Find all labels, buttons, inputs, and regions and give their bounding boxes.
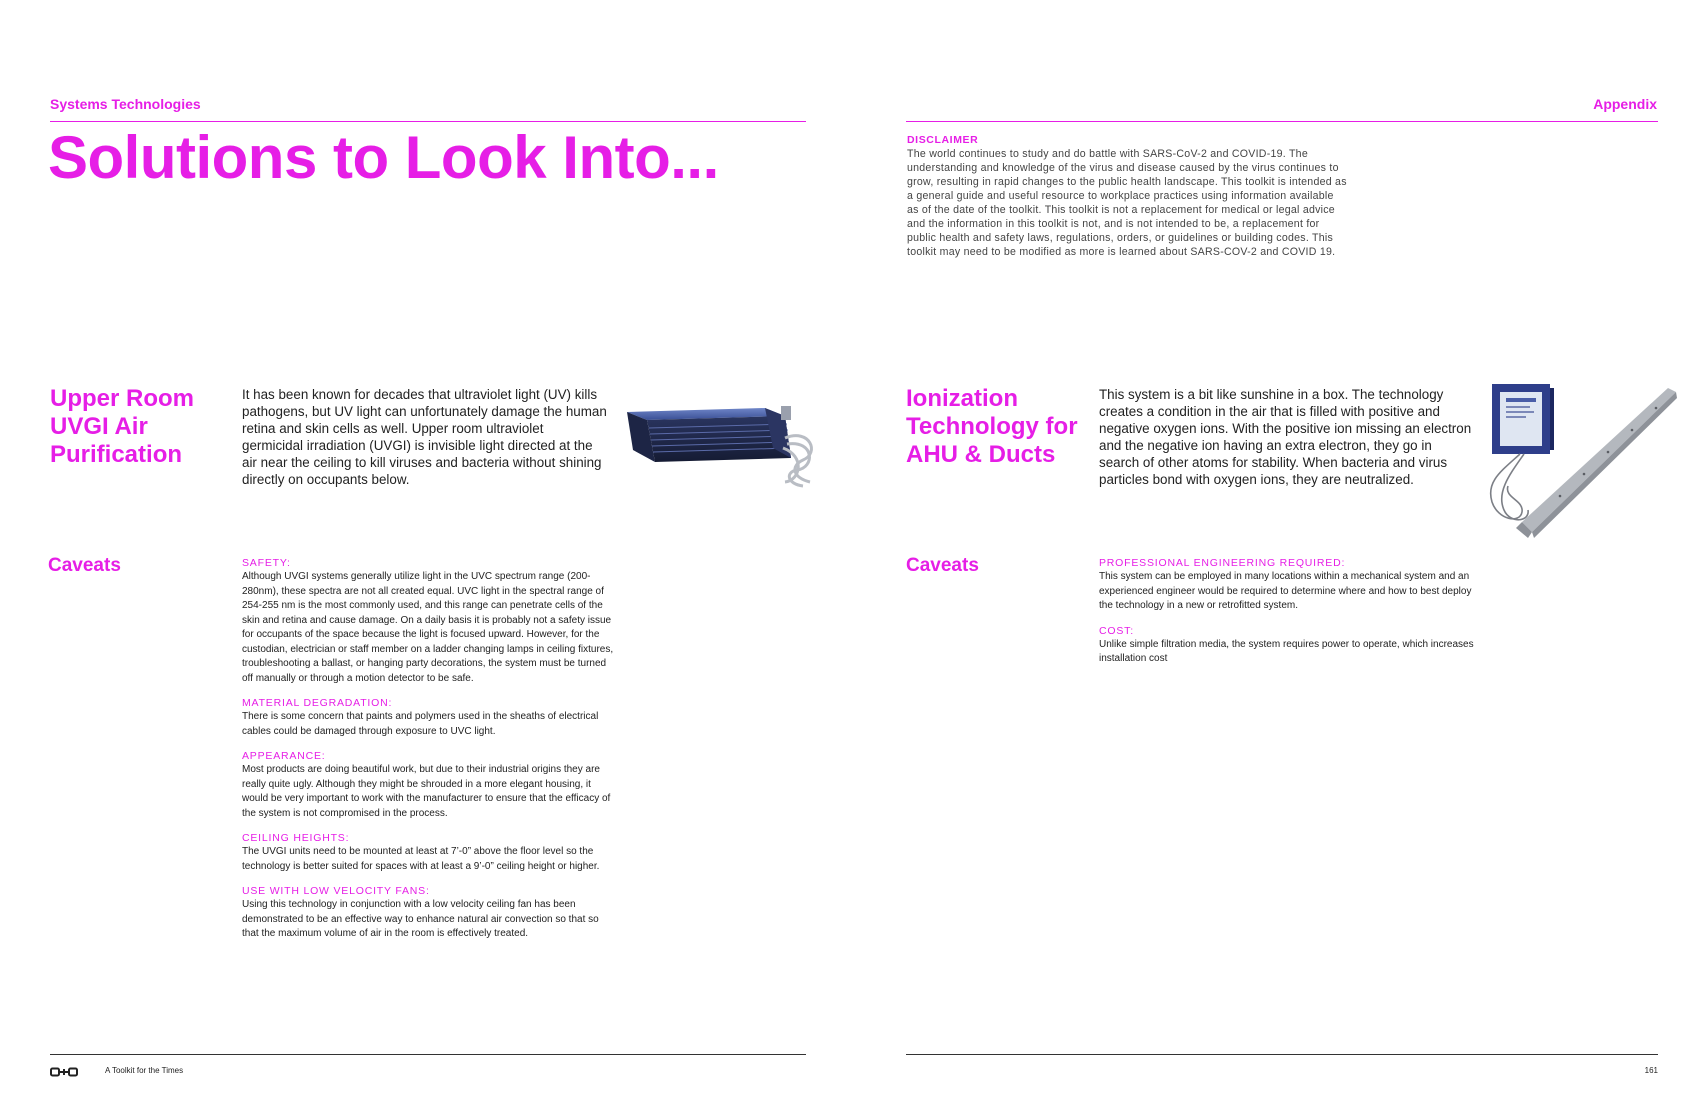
section-label-systems-technologies: Systems Technologies <box>50 96 201 112</box>
header-rule-left <box>50 121 806 122</box>
caveat-item <box>242 556 614 686</box>
solution-heading-uvgi <box>50 385 230 469</box>
caveat-heading: APPEARANCE: <box>242 750 326 762</box>
solution-heading-line: Technology for <box>906 413 1078 440</box>
caveat-item <box>242 749 614 821</box>
header-rule-right <box>906 121 1658 122</box>
disclaimer-text: The world continues to study and do battle with SARS-CoV-2 and COVID-19. The understanding and knowledge of the virus and disease caused by the virus continues to grow, resulting in rapid changes to the public health landscape. This toolkit is intended as a general guide and useful resource to workplace practices using information available as of the date of the toolkit. This toolkit is not a replacement for medical or legal advice and the information in this toolkit is not, and is not intended to be, a replacement for public health and safety laws, regulations, orders, or guidelines or building codes. This toolkit may need to be modified as more is learned about SARS-COV-2 and COVID 19. <box>907 148 1347 258</box>
caveat-heading: SAFETY: <box>242 557 291 569</box>
uvgi-fixture-photo <box>625 398 825 488</box>
caveat-item <box>242 884 614 942</box>
caveat-text: There is some concern that paints and polymers used in the sheaths of electrical cables could be damaged through exposure to UVC light. <box>242 711 599 737</box>
page-title: Solutions to Look Into... <box>48 124 719 191</box>
caveat-text: Most products are doing beautiful work, but due to their industrial origins they are really quite ugly. Although they might be shrouded in a more elegant housing, it would be very important to work with the manufacturer to ensure that the efficacy of the system is not compromised in the process. <box>242 764 611 819</box>
caveat-item <box>1099 556 1479 614</box>
caveats-list-right <box>1099 556 1479 677</box>
caveats-title-right: Caveats <box>906 555 979 576</box>
caveat-heading: PROFESSIONAL ENGINEERING REQUIRED: <box>1099 557 1346 569</box>
page-number: 161 <box>1644 1066 1658 1075</box>
caveat-heading: COST: <box>1099 624 1134 637</box>
solution-heading-line: Ionization <box>906 385 1018 412</box>
caveat-item <box>1099 624 1479 667</box>
solution-heading-line: AHU & Ducts <box>906 441 1056 468</box>
footer-rule-right <box>906 1054 1658 1055</box>
caveats-title-left: Caveats <box>48 555 121 576</box>
caveats-list-left <box>242 556 614 952</box>
section-label-appendix: Appendix <box>1593 96 1657 112</box>
solution-heading-line: Purification <box>50 441 183 468</box>
caveat-text: Unlike simple filtration media, the system requires power to operate, which increases installation cost <box>1099 638 1474 664</box>
oo-logo <box>50 1064 78 1082</box>
solution-heading-ionization <box>906 385 1096 469</box>
caveat-item <box>242 696 614 739</box>
footer-toolkit-title: A Toolkit for the Times <box>105 1066 184 1075</box>
caveat-heading: USE WITH LOW VELOCITY FANS: <box>242 885 430 897</box>
caveat-text: The UVGI units need to be mounted at least at 7’-0” above the floor level so the technology is better suited for spaces with at least a 9’-0” ceiling height or higher. <box>242 846 600 872</box>
caveat-item <box>242 831 614 874</box>
solution-heading-line: Upper Room <box>50 385 194 412</box>
solution-description-uvgi: It has been known for decades that ultraviolet light (UV) kills pathogens, but UV light can unfortunately damage the human retina and skin cells as well. Upper room ultraviolet germicidal irradiation (UVGI) is invisible light directed at the air near the ceiling to kill viruses and bacteria without shining directly on occupants below. <box>242 387 607 487</box>
solution-description-ionization: This system is a bit like sunshine in a box. The technology creates a condition in the air that is filled with positive and negative oxygen ions. With the positive ion missing an electron and the negative ion having an extra electron, they go in search of other atoms for stability. When bacteria and virus particles bond with oxygen ions, they are neutralized. <box>1099 387 1472 487</box>
disclaimer-block <box>907 133 1347 259</box>
caveat-text: Although UVGI systems generally utilize light in the UVC spectrum range (200-280nm), these spectra are not all created equal. UVC light in the spectral range of 254-255 nm is the most commonly used, and this range can penetrate cells of the skin and retina and cause damage. On a daily basis it is probably not a safety issue for occupants of the space because the light is focused upward. However, for the custodian, electrician or staff member on a ladder changing lamps in ceiling fixtures, troubleshooting a ballast, or hanging party decorations, the system must be turned off manually or through a motion detector to be safe. <box>242 571 614 684</box>
caveat-text: Using this technology in conjunction with a low velocity ceiling fan has been demonstrated to be an effective way to enhance natural air convection so that so that the maximum volume of air in the room is effectively treated. <box>242 899 599 939</box>
caveat-heading: MATERIAL DEGRADATION: <box>242 697 393 709</box>
solution-heading-line: UVGI Air <box>50 413 148 440</box>
ionization-bar-photo <box>1480 382 1678 542</box>
footer-rule-left <box>50 1054 806 1055</box>
caveat-heading: CEILING HEIGHTS: <box>242 832 350 844</box>
caveat-text: This system can be employed in many locations within a mechanical system and an experienced engineer would be required to determine where and how to best deploy the technology in a new or retrofitted system. <box>1099 571 1472 611</box>
disclaimer-heading: DISCLAIMER <box>907 134 979 146</box>
